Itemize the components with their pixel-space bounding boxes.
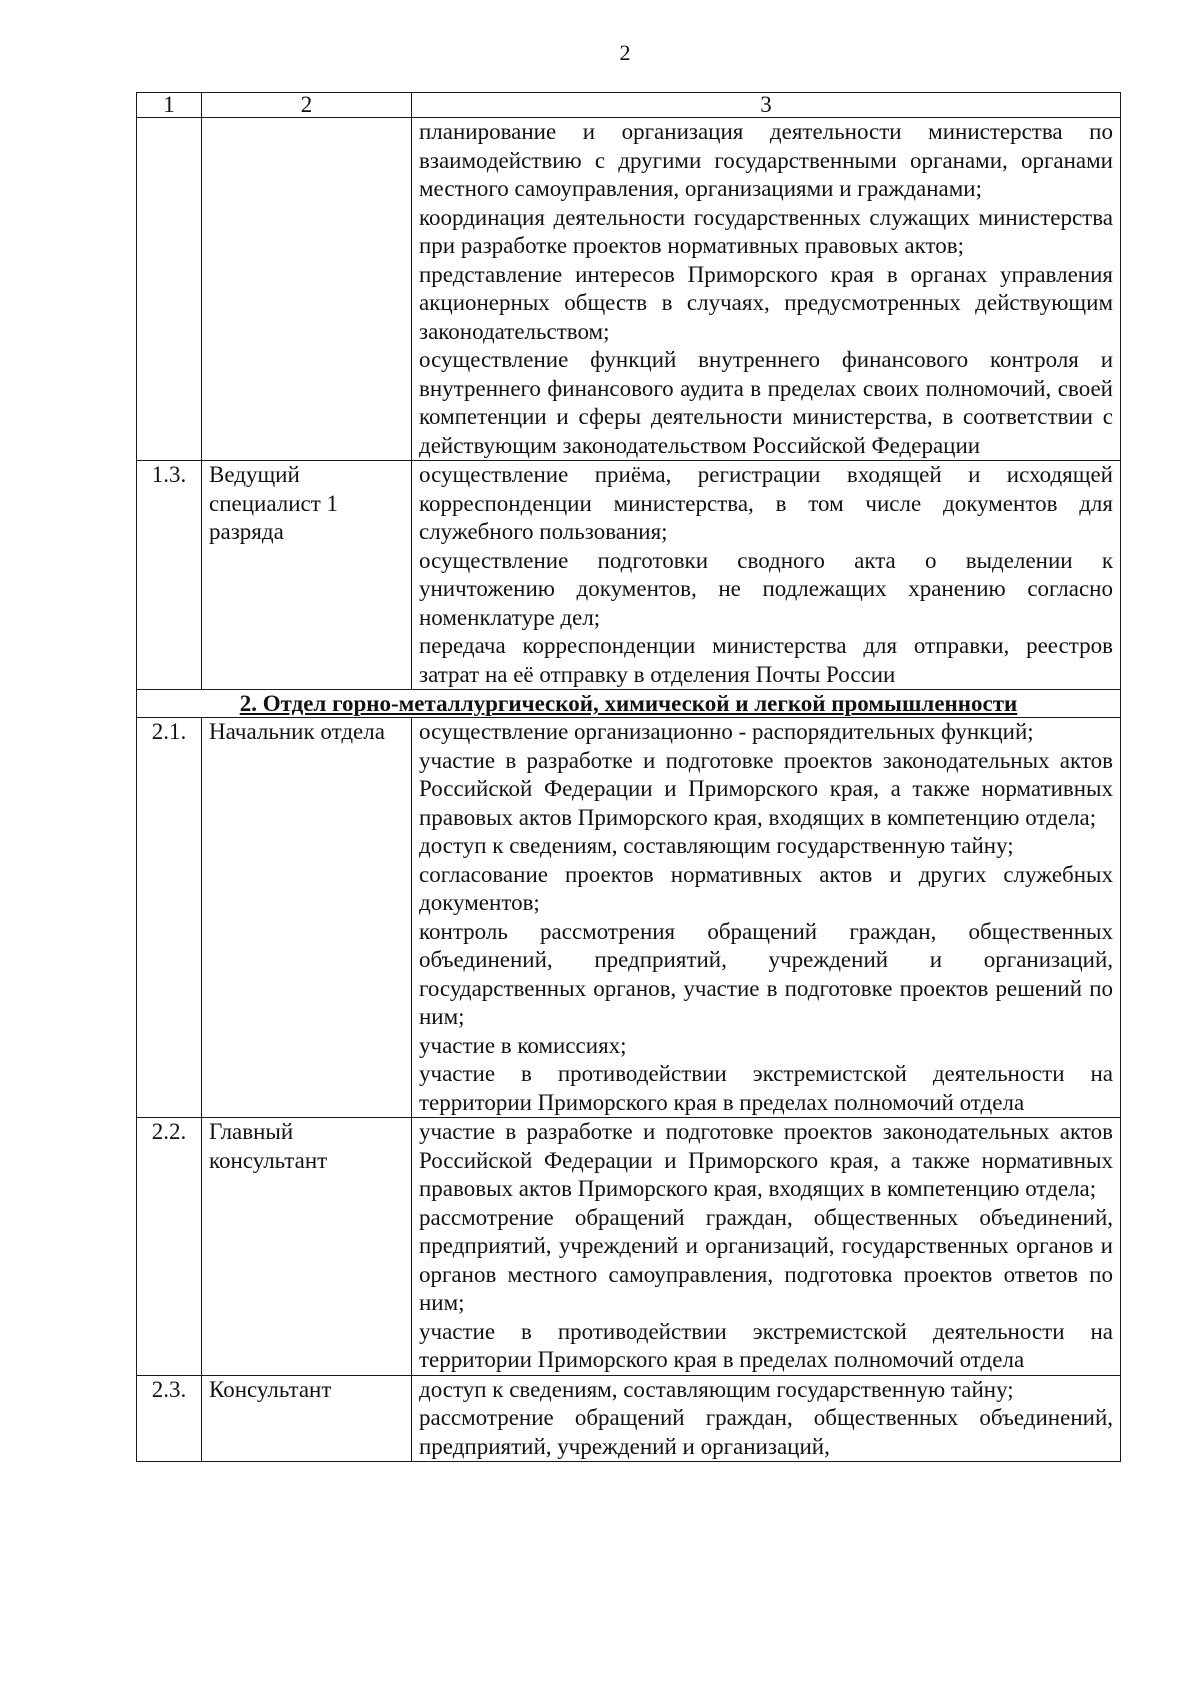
row-duties [412,1375,1121,1462]
row-position: Консультант [202,1375,412,1462]
table-row [137,118,1121,461]
table-row [137,1118,1121,1376]
duty-item: передача корреспонденции министерства для отправки, реестров затрат на её отправку в отделения Почты России [419,633,1113,687]
duty-item: участие в противодействии экстремистской деятельности на территории Приморского края в пределах полномочий отдела [419,1061,1113,1115]
duty-item: контроль рассмотрения обращений граждан, общественных объединений, предприятий, учреждений и организаций, государственных органов, участие в подготовке проектов решений по ним; [419,918,1113,1029]
column-header-row [137,93,1121,118]
duty-item: согласование проектов нормативных актов и других служебных документов; [419,861,1113,915]
duty-item: осуществление организационно - распорядительных функций; [419,719,1034,744]
duty-item: осуществление приёма, регистрации входящей и исходящей корреспонденции министерства, в том числе документов для служебного пользования; [419,462,1113,544]
section-title: 2. Отдел горно-металлургической, химической и легкой промышленности [239,691,1018,716]
row-position: Главный консультант [202,1118,412,1376]
table-row [137,461,1121,690]
row-duties [412,718,1121,1118]
page-number: 2 [619,40,631,65]
duty-item: участие в разработке и подготовке проектов законодательных актов Российской Федерации и Приморского края, а также нормативных правовых актов Приморского края, входящих в компетенцию отдела; [419,747,1113,830]
duty-item: рассмотрение обращений граждан, общественных объединений, предприятий, учреждений и организаций, государственных органов и органов местного самоуправления, подготовка проектов ответов по ним; [419,1204,1113,1315]
column-header-1: 1 [137,93,202,118]
column-header-2: 2 [202,93,412,118]
row-number: 2.3. [137,1375,202,1462]
duty-item: планирование и организация деятельности министерства по взаимодействию с другими государственными органами, органами местного самоуправления, организациями и гражданами; [419,119,1113,201]
row-number [137,118,202,461]
duty-item: участие в комиссиях; [419,1032,627,1058]
column-header-3: 3 [412,93,1121,118]
duty-item: координация деятельности государственных служащих министерства при разработке проектов нормативных правовых актов; [419,204,1113,258]
row-number: 2.2. [137,1118,202,1376]
section-header-row [137,690,1121,718]
row-position: Начальник отдела [202,718,412,1118]
duty-item: рассмотрение обращений граждан, общественных объединений, предприятий, учреждений и организаций, [419,1405,1113,1459]
duty-item: осуществление подготовки сводного акта о выделении к уничтожению документов, не подлежащих хранению согласно номенклатуре дел; [419,547,1113,630]
duty-item: участие в разработке и подготовке проектов законодательных актов Российской Федерации и Приморского края, а также нормативных правовых актов Приморского края, входящих в компетенцию отдела; [419,1119,1113,1201]
duty-item: представление интересов Приморского края в органах управления акционерных обществ в случаях, предусмотренных действующим законодательством; [419,261,1113,344]
row-number: 2.1. [137,718,202,1118]
row-duties [412,461,1121,690]
row-number: 1.3. [137,461,202,690]
row-duties [412,118,1121,461]
table-row [137,718,1121,1118]
row-position [202,118,412,461]
table-row [137,1375,1121,1462]
duty-item: доступ к сведениям, составляющим государственную тайну; [419,1376,1014,1402]
section-header [137,690,1121,718]
row-duties [412,1118,1121,1376]
duty-item: осуществление функций внутреннего финансового контроля и внутреннего финансового аудита в пределах своих полномочий, своей компетенции и сферы деятельности министерства, в соответствии с действующим законодательством Российской Федерации [419,347,1113,458]
duties-table [136,92,1121,1462]
duty-item: участие в противодействии экстремистской деятельности на территории Приморского края в пределах полномочий отдела [419,1318,1113,1372]
row-position: Ведущий специалист 1 разряда [202,461,412,690]
duty-item: доступ к сведениям, составляющим государственную тайну; [419,833,1014,858]
